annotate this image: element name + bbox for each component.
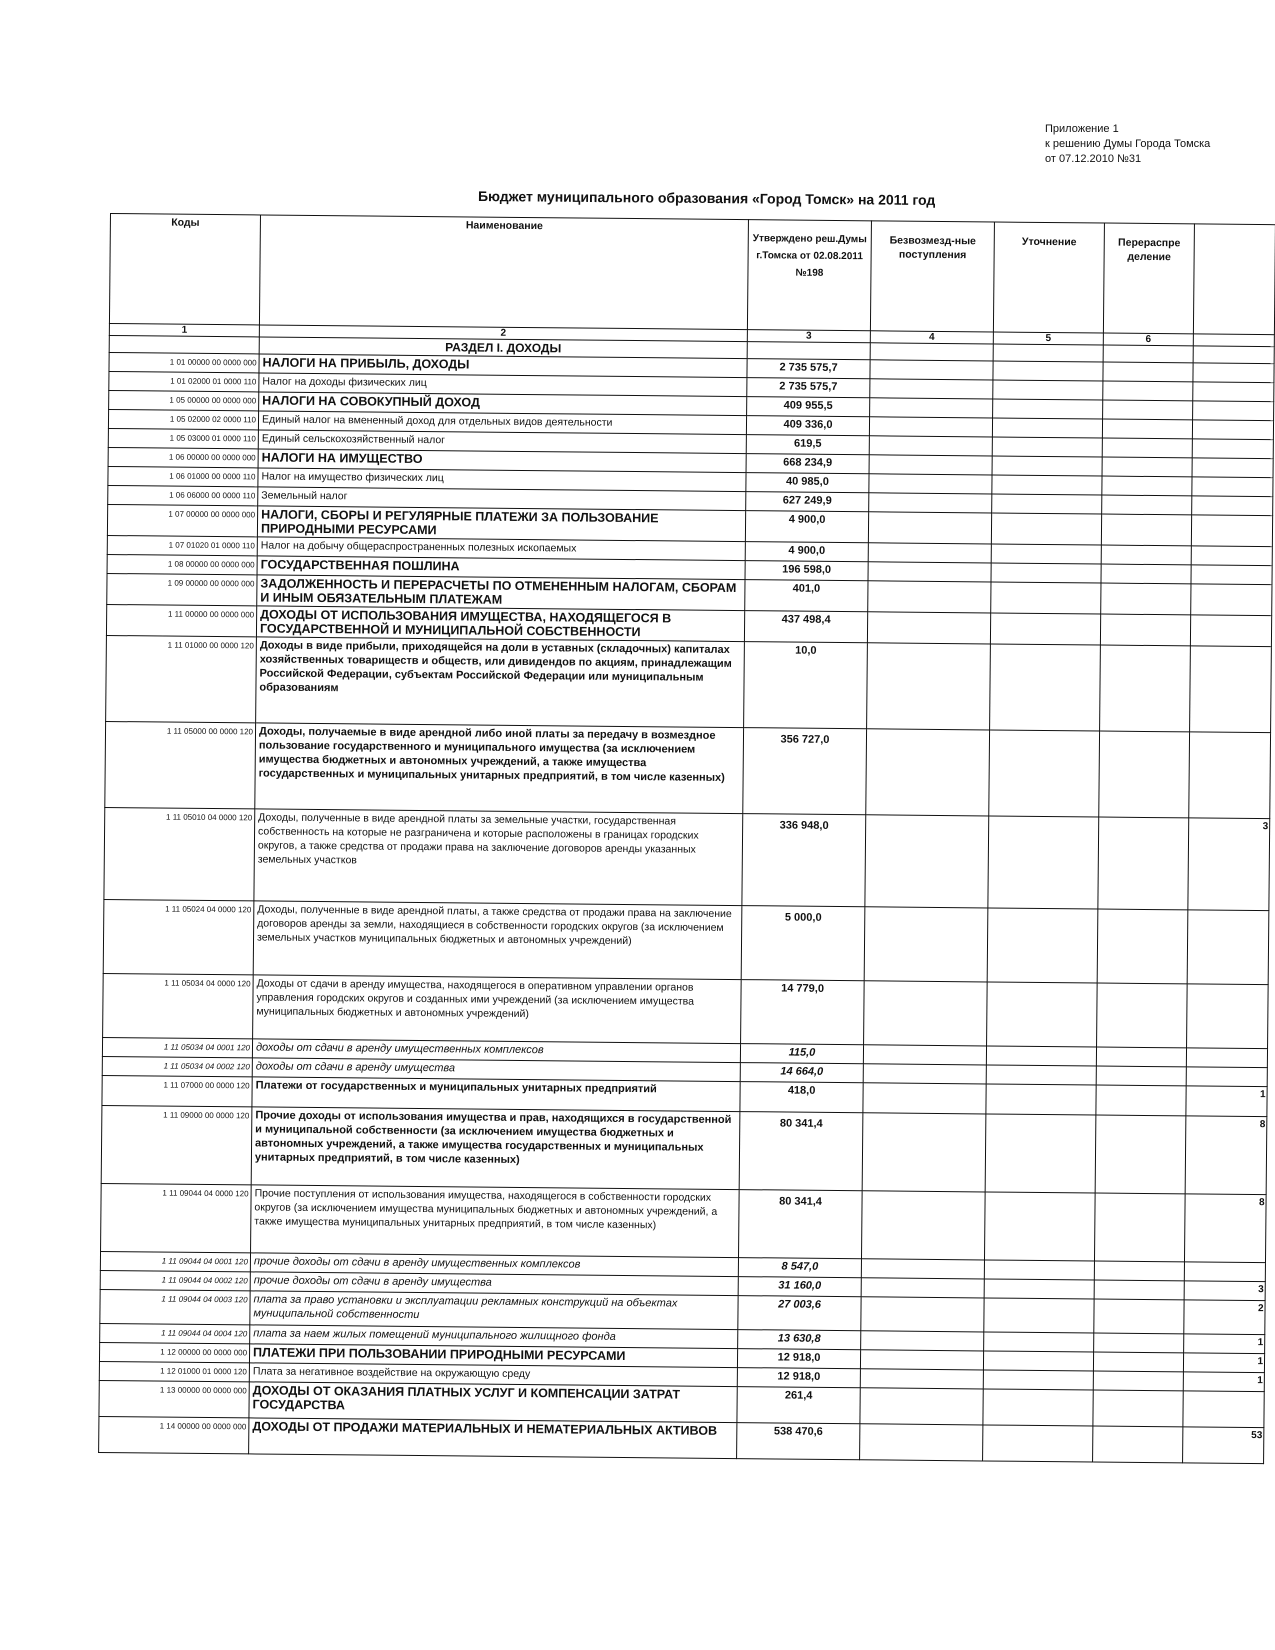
row-code: 1 11 00000 00 0000 000 <box>106 604 256 636</box>
colnum-5: 5 <box>993 332 1103 345</box>
row-approved: 261,4 <box>737 1387 860 1424</box>
row-approved: 418,0 <box>740 1082 863 1113</box>
row-approved: 619,5 <box>746 435 869 455</box>
row-grants <box>870 398 993 418</box>
row-cut-value: 1 <box>1183 1372 1264 1392</box>
row-clarify <box>991 582 1101 614</box>
row-clarify <box>991 513 1101 545</box>
row-name: плата за право установки и эксплуатации рекламных конструкций на объектах муниципальной собственности <box>250 1291 738 1330</box>
row-redistribution <box>1102 419 1192 439</box>
row-clarify <box>985 1114 1096 1193</box>
budget-table <box>98 213 1275 1464</box>
row-redistribution <box>1100 614 1190 646</box>
row-approved: 10,0 <box>744 642 868 729</box>
colnum-4: 4 <box>870 331 993 344</box>
row-code: 1 11 09044 04 0003 120 <box>100 1289 250 1324</box>
row-grants <box>870 379 993 399</box>
row-clarify <box>984 1332 1094 1352</box>
colnum-6: 6 <box>1103 333 1193 346</box>
row-code: 1 06 01000 00 0000 110 <box>108 466 258 486</box>
colnum-cut <box>1193 334 1274 347</box>
table-row <box>105 721 1271 818</box>
row-clarify <box>984 1260 1094 1280</box>
row-cut-value <box>1193 401 1274 421</box>
row-redistribution <box>1096 1085 1186 1116</box>
row-cut-value <box>1192 439 1273 459</box>
row-grants <box>865 815 989 908</box>
budget-table-sheet <box>98 213 1275 1464</box>
row-cut-value <box>1191 565 1272 585</box>
row-name: Налог на доходы физических лиц <box>259 373 747 397</box>
row-grants <box>869 493 992 513</box>
row-redistribution <box>1099 731 1190 818</box>
row-clarify <box>991 544 1101 564</box>
row-clarify <box>987 908 1098 983</box>
row-name: Доходы, полученные в виде арендной платы за земельные участки, государственная собственность на которые не разграничена и которые расположены в границах городских округов, а также средства от продажи права на заключение договоров аренды указанных земельных участков <box>254 809 743 906</box>
row-grants <box>861 1331 984 1351</box>
row-cut-value: 3 <box>1188 818 1270 911</box>
row-cut-value <box>1186 1067 1267 1087</box>
row-approved: 14 779,0 <box>741 980 865 1045</box>
row-code: 1 11 09044 04 0002 120 <box>100 1270 250 1290</box>
colnum-1: 1 <box>109 323 259 336</box>
row-name: Доходы в виде прибыли, приходящейся на доли в уставных (складочных) капиталах хозяйственных товариществ и обществ, или дивидендов по акциям, принадлежащим Российской Федерации, субъектам Российской Федерации или муниципальным образованиям <box>256 637 745 728</box>
row-code: 1 01 02000 01 0000 110 <box>109 371 259 391</box>
row-clarify <box>992 437 1102 457</box>
row-name: ДОХОДЫ ОТ ОКАЗАНИЯ ПЛАТНЫХ УСЛУГ И КОМПЕНСАЦИИ ЗАТРАТ ГОСУДАРСТВА <box>249 1382 737 1423</box>
row-clarify <box>984 1298 1094 1333</box>
row-approved: 27 003,6 <box>738 1296 861 1331</box>
row-clarify <box>989 730 1100 817</box>
row-clarify <box>988 816 1099 909</box>
row-grants <box>869 455 992 475</box>
row-redistribution <box>1097 983 1188 1048</box>
section-empty-cell <box>1193 346 1274 364</box>
row-clarify <box>986 1084 1096 1115</box>
row-approved: 31 160,0 <box>738 1277 861 1297</box>
row-code: 1 11 09044 04 0000 120 <box>101 1183 252 1252</box>
row-name: НАЛОГИ, СБОРЫ И РЕГУЛЯРНЫЕ ПЛАТЕЖИ ЗА ПОЛЬЗОВАНИЕ ПРИРОДНЫМИ РЕСУРСАМИ <box>257 506 745 542</box>
row-approved: 627 249,9 <box>746 492 869 512</box>
table-row <box>101 1105 1267 1194</box>
row-approved: 12 918,0 <box>737 1368 860 1388</box>
row-approved: 538 470,6 <box>737 1423 860 1460</box>
row-grants <box>862 1113 986 1192</box>
row-name: НАЛОГИ НА СОВОКУПНЫЙ ДОХОД <box>259 392 747 416</box>
row-redistribution <box>1094 1280 1184 1300</box>
row-name: ДОХОДЫ ОТ ПРОДАЖИ МАТЕРИАЛЬНЫХ И НЕМАТЕРИАЛЬНЫХ АКТИВОВ <box>249 1418 737 1459</box>
row-grants <box>861 1278 984 1298</box>
row-grants <box>868 562 991 582</box>
row-cut-value <box>1184 1262 1265 1282</box>
section-empty-cell <box>747 342 870 360</box>
row-name: Доходы от сдачи в аренду имущества, находящегося в оперативном управлении органов управления городских округов и созданных ими учреждений (за исключением имущества муниципальных бюджетных и автономных учреждений) <box>253 975 742 1044</box>
row-cut-value <box>1192 420 1273 440</box>
row-name: Прочие доходы от использования имущества и прав, находящихся в государственной и муниципальной собственности (за исключением имущества бюджетных и автономных учреждений, а также имущества государственных и муниципальных унитарных предприятий, в том числе казенных) <box>251 1107 740 1190</box>
row-approved: 196 598,0 <box>745 561 868 581</box>
row-name: ЗАДОЛЖЕННОСТЬ И ПЕРЕРАСЧЕТЫ ПО ОТМЕНЕННЫМ НАЛОГАМ, СБОРАМ И ИНЫМ ОБЯЗАТЕЛЬНЫМ ПЛАТЕЖАМ <box>257 575 745 611</box>
row-code: 1 11 05034 04 0001 120 <box>102 1037 252 1057</box>
header-name: Наименование <box>259 215 748 330</box>
row-redistribution <box>1101 583 1191 615</box>
row-cut-value <box>1183 1391 1264 1428</box>
row-approved: 115,0 <box>740 1044 863 1064</box>
header-clarify: Уточнение <box>993 222 1104 333</box>
row-name: Платежи от государственных и муниципальных унитарных предприятий <box>252 1077 740 1112</box>
row-grants <box>868 512 991 544</box>
row-approved: 40 985,0 <box>746 473 869 493</box>
row-clarify <box>987 982 1098 1047</box>
row-name: Доходы, полученные в виде арендной платы, а также средства от продажи права на заключение договоров аренды за земли, находящиеся в собственности городских округов (за исключением земельных участков муниципальных бюджетных и автономных учреждений) <box>253 901 742 980</box>
row-name: Налог на имущество физических лиц <box>258 468 746 492</box>
section-empty-cell <box>870 343 993 361</box>
row-approved: 2 735 575,7 <box>747 378 870 398</box>
row-code: 1 12 01000 01 0000 120 <box>99 1361 249 1381</box>
row-grants <box>869 474 992 494</box>
row-redistribution <box>1094 1299 1184 1334</box>
section-empty-cell <box>993 344 1103 362</box>
row-approved: 409 336,0 <box>746 416 869 436</box>
header-redistribution: Перераспре деление <box>1103 223 1194 334</box>
row-redistribution <box>1103 362 1193 382</box>
row-grants <box>863 1083 986 1114</box>
row-clarify <box>991 563 1101 583</box>
row-code: 1 11 05000 00 0000 120 <box>105 721 256 808</box>
row-code: 1 05 03000 01 0000 110 <box>108 428 258 448</box>
row-grants <box>861 1259 984 1279</box>
row-grants <box>861 1297 984 1332</box>
row-approved: 14 664,0 <box>740 1063 863 1083</box>
row-cut-value <box>1191 584 1272 616</box>
row-redistribution <box>1094 1261 1184 1281</box>
row-grants <box>864 907 988 982</box>
row-clarify <box>983 1389 1093 1426</box>
row-grants <box>869 436 992 456</box>
colnum-2: 2 <box>259 325 747 342</box>
row-code: 1 11 09000 00 0000 120 <box>101 1105 252 1184</box>
row-redistribution <box>1098 817 1189 910</box>
row-redistribution <box>1100 645 1191 732</box>
row-redistribution <box>1094 1193 1185 1262</box>
row-approved: 4 900,0 <box>745 511 868 543</box>
table-row <box>103 973 1269 1048</box>
row-redistribution <box>1102 457 1192 477</box>
row-name: прочие доходы от сдачи в аренду имущественных комплексов <box>250 1253 738 1277</box>
row-cut-value: 53 <box>1183 1427 1264 1464</box>
section-code-cell <box>109 335 259 353</box>
row-name: плата за наем жилых помещений муниципального жилищного фонда <box>250 1325 738 1349</box>
colnum-3: 3 <box>747 330 870 343</box>
row-grants <box>867 612 990 644</box>
row-name: НАЛОГИ НА ПРИБЫЛЬ, ДОХОДЫ <box>259 354 747 378</box>
row-redistribution <box>1095 1115 1186 1194</box>
row-cut-value <box>1187 984 1269 1049</box>
row-clarify <box>992 475 1102 495</box>
row-code: 1 11 07000 00 0000 120 <box>102 1075 252 1106</box>
row-redistribution <box>1101 514 1191 546</box>
row-name: Единый сельскохозяйственный налог <box>258 430 746 454</box>
row-clarify <box>993 361 1103 381</box>
table-body <box>99 335 1275 1463</box>
row-code: 1 07 01020 01 0000 110 <box>107 535 257 555</box>
row-approved: 80 341,4 <box>739 1190 863 1259</box>
row-approved: 409 955,5 <box>747 397 870 417</box>
row-cut-value: 8 <box>1185 1116 1267 1195</box>
row-cut-value <box>1191 546 1272 566</box>
row-clarify <box>984 1279 1094 1299</box>
row-approved: 336 948,0 <box>742 814 866 907</box>
row-grants <box>860 1350 983 1370</box>
row-grants <box>868 581 991 613</box>
row-code: 1 11 01000 00 0000 120 <box>106 635 257 722</box>
row-code: 1 11 09044 04 0004 120 <box>100 1323 250 1343</box>
row-code: 1 11 05024 04 0000 120 <box>103 899 254 974</box>
row-grants <box>863 1045 986 1065</box>
row-name: Налог на добычу общераспространенных полезных ископаемых <box>257 537 745 561</box>
row-cut-value <box>1192 496 1273 516</box>
row-cut-value: 1 <box>1184 1334 1265 1354</box>
row-redistribution <box>1093 1371 1183 1391</box>
row-name: Единый налог на вмененный доход для отдельных видов деятельности <box>258 411 746 435</box>
row-redistribution <box>1101 545 1191 565</box>
row-approved: 13 630,8 <box>738 1330 861 1350</box>
row-code: 1 05 02000 02 0000 110 <box>108 409 258 429</box>
row-clarify <box>992 456 1102 476</box>
row-code: 1 12 00000 00 0000 000 <box>99 1342 249 1362</box>
appendix-line-2: к решению Думы Города Томска <box>1045 138 1211 150</box>
row-grants <box>860 1369 983 1389</box>
row-cut-value <box>1187 910 1269 985</box>
row-approved: 437 498,4 <box>744 611 867 643</box>
document-title: Бюджет муниципального образования «Город Томск» на 2011 год <box>477 188 936 208</box>
row-clarify <box>986 1046 1096 1066</box>
row-redistribution <box>1102 495 1192 515</box>
row-code: 1 11 09044 04 0001 120 <box>100 1251 250 1271</box>
section-empty-cell <box>1103 345 1193 363</box>
row-approved: 4 900,0 <box>745 542 868 562</box>
row-code: 1 05 00000 00 0000 000 <box>109 390 259 410</box>
row-cut-value <box>1191 515 1272 547</box>
row-name: Плата за негативное воздействие на окружающую среду <box>249 1363 737 1387</box>
row-name: Земельный налог <box>258 487 746 511</box>
row-redistribution <box>1094 1333 1184 1353</box>
row-redistribution <box>1101 564 1191 584</box>
row-code: 1 11 05034 04 0000 120 <box>103 973 254 1038</box>
row-grants <box>867 643 991 730</box>
row-redistribution <box>1102 476 1192 496</box>
row-approved: 12 918,0 <box>737 1349 860 1369</box>
row-name: ГОСУДАРСТВЕННАЯ ПОШЛИНА <box>257 556 745 580</box>
row-grants <box>868 543 991 563</box>
row-grants <box>864 981 988 1046</box>
row-redistribution <box>1102 438 1192 458</box>
row-redistribution <box>1103 381 1193 401</box>
appendix-line-3: от 07.12.2010 №31 <box>1045 153 1142 165</box>
row-cut-value: 2 <box>1184 1300 1265 1335</box>
row-name: Доходы, получаемые в виде арендной либо иной платы за передачу в возмездное пользование государственного и муниципального имущества (за исключением имущества бюджетных и автономных учреждений, а также имущества государственных и муниципальных унитарных предприятий, в том числе казенных) <box>255 723 744 814</box>
row-grants <box>869 417 992 437</box>
row-approved: 356 727,0 <box>743 728 867 815</box>
row-cut-value <box>1189 732 1271 819</box>
row-clarify <box>993 399 1103 419</box>
row-cut-value <box>1190 646 1272 733</box>
row-name: доходы от сдачи в аренду имущественных комплексов <box>252 1039 740 1063</box>
header-cut-column <box>1193 224 1275 335</box>
row-grants <box>861 1191 985 1260</box>
row-code: 1 11 05010 04 0000 120 <box>104 807 255 900</box>
row-clarify <box>992 494 1102 514</box>
row-clarify <box>993 380 1103 400</box>
row-clarify <box>983 1351 1093 1371</box>
row-clarify <box>986 1065 1096 1085</box>
row-grants <box>866 729 990 816</box>
appendix-line-1: Приложение 1 <box>1045 123 1119 135</box>
row-grants <box>860 1424 983 1461</box>
table-row <box>103 899 1269 984</box>
row-redistribution <box>1093 1390 1183 1427</box>
row-cut-value: 3 <box>1184 1281 1265 1301</box>
row-cut-value <box>1193 363 1274 383</box>
row-approved: 668 234,9 <box>746 454 869 474</box>
row-clarify <box>983 1425 1093 1462</box>
row-approved: 8 547,0 <box>738 1258 861 1278</box>
row-code: 1 13 00000 00 0000 000 <box>99 1380 249 1417</box>
row-redistribution <box>1097 909 1188 984</box>
row-redistribution <box>1096 1047 1186 1067</box>
row-name: ПЛАТЕЖИ ПРИ ПОЛЬЗОВАНИИ ПРИРОДНЫМИ РЕСУРСАМИ <box>249 1344 737 1368</box>
row-clarify <box>992 418 1102 438</box>
row-cut-value <box>1186 1048 1267 1068</box>
row-code: 1 06 06000 00 0000 110 <box>108 485 258 505</box>
row-grants <box>863 1064 986 1084</box>
row-approved: 401,0 <box>745 580 868 612</box>
section-title: РАЗДЕЛ I. ДОХОДЫ <box>259 337 747 359</box>
row-cut-value <box>1193 382 1274 402</box>
row-code: 1 09 00000 00 0000 000 <box>107 573 257 605</box>
row-clarify <box>990 613 1100 645</box>
header-approved: Утверждено реш.Думы г.Томска от 02.08.2011 №198 <box>747 220 871 331</box>
row-code: 1 07 00000 00 0000 000 <box>107 504 257 536</box>
row-name: НАЛОГИ НА ИМУЩЕСТВО <box>258 449 746 473</box>
row-code: 1 11 05034 04 0002 120 <box>102 1056 252 1076</box>
row-code: 1 14 00000 00 0000 000 <box>99 1416 249 1453</box>
row-cut-value: 8 <box>1184 1194 1266 1263</box>
row-name: прочие доходы от сдачи в аренду имущества <box>250 1272 738 1296</box>
row-cut-value: 1 <box>1186 1086 1267 1117</box>
row-redistribution <box>1093 1426 1183 1463</box>
row-name: Прочие поступления от использования имущества, находящегося в собственности городских округов (за исключением имущества муниципальных бюджетных и автономных учреждений, а также имущества муниципальных унитарных предприятий, в том числе казенных) <box>251 1185 740 1258</box>
row-approved: 80 341,4 <box>739 1112 863 1191</box>
row-grants <box>870 360 993 380</box>
row-code: 1 06 00000 00 0000 000 <box>108 447 258 467</box>
table-row <box>101 1183 1267 1262</box>
row-approved: 2 735 575,7 <box>747 359 870 379</box>
row-name: доходы от сдачи в аренду имущества <box>252 1058 740 1082</box>
row-redistribution <box>1093 1352 1183 1372</box>
row-grants <box>860 1388 983 1425</box>
table-row <box>106 635 1272 732</box>
row-code: 1 01 00000 00 0000 000 <box>109 352 259 372</box>
row-redistribution <box>1103 400 1193 420</box>
header-codes: Коды <box>109 214 260 325</box>
row-clarify <box>990 644 1101 731</box>
row-clarify <box>984 1192 1095 1261</box>
row-cut-value <box>1192 477 1273 497</box>
header-grants: Безвозмезд-ные поступления <box>870 221 994 332</box>
row-cut-value <box>1190 615 1271 647</box>
appendix-note <box>1045 122 1210 167</box>
row-redistribution <box>1096 1066 1186 1086</box>
row-name: ДОХОДЫ ОТ ИСПОЛЬЗОВАНИЯ ИМУЩЕСТВА, НАХОДЯЩЕГОСЯ В ГОСУДАРСТВЕННОЙ И МУНИЦИПАЛЬНОЙ СОБСТВЕННОСТИ <box>256 606 744 642</box>
row-code: 1 08 00000 00 0000 000 <box>107 554 257 574</box>
table-row <box>104 807 1270 910</box>
row-approved: 5 000,0 <box>741 906 865 981</box>
row-cut-value: 1 <box>1183 1353 1264 1373</box>
row-clarify <box>983 1370 1093 1390</box>
row-cut-value <box>1192 458 1273 478</box>
